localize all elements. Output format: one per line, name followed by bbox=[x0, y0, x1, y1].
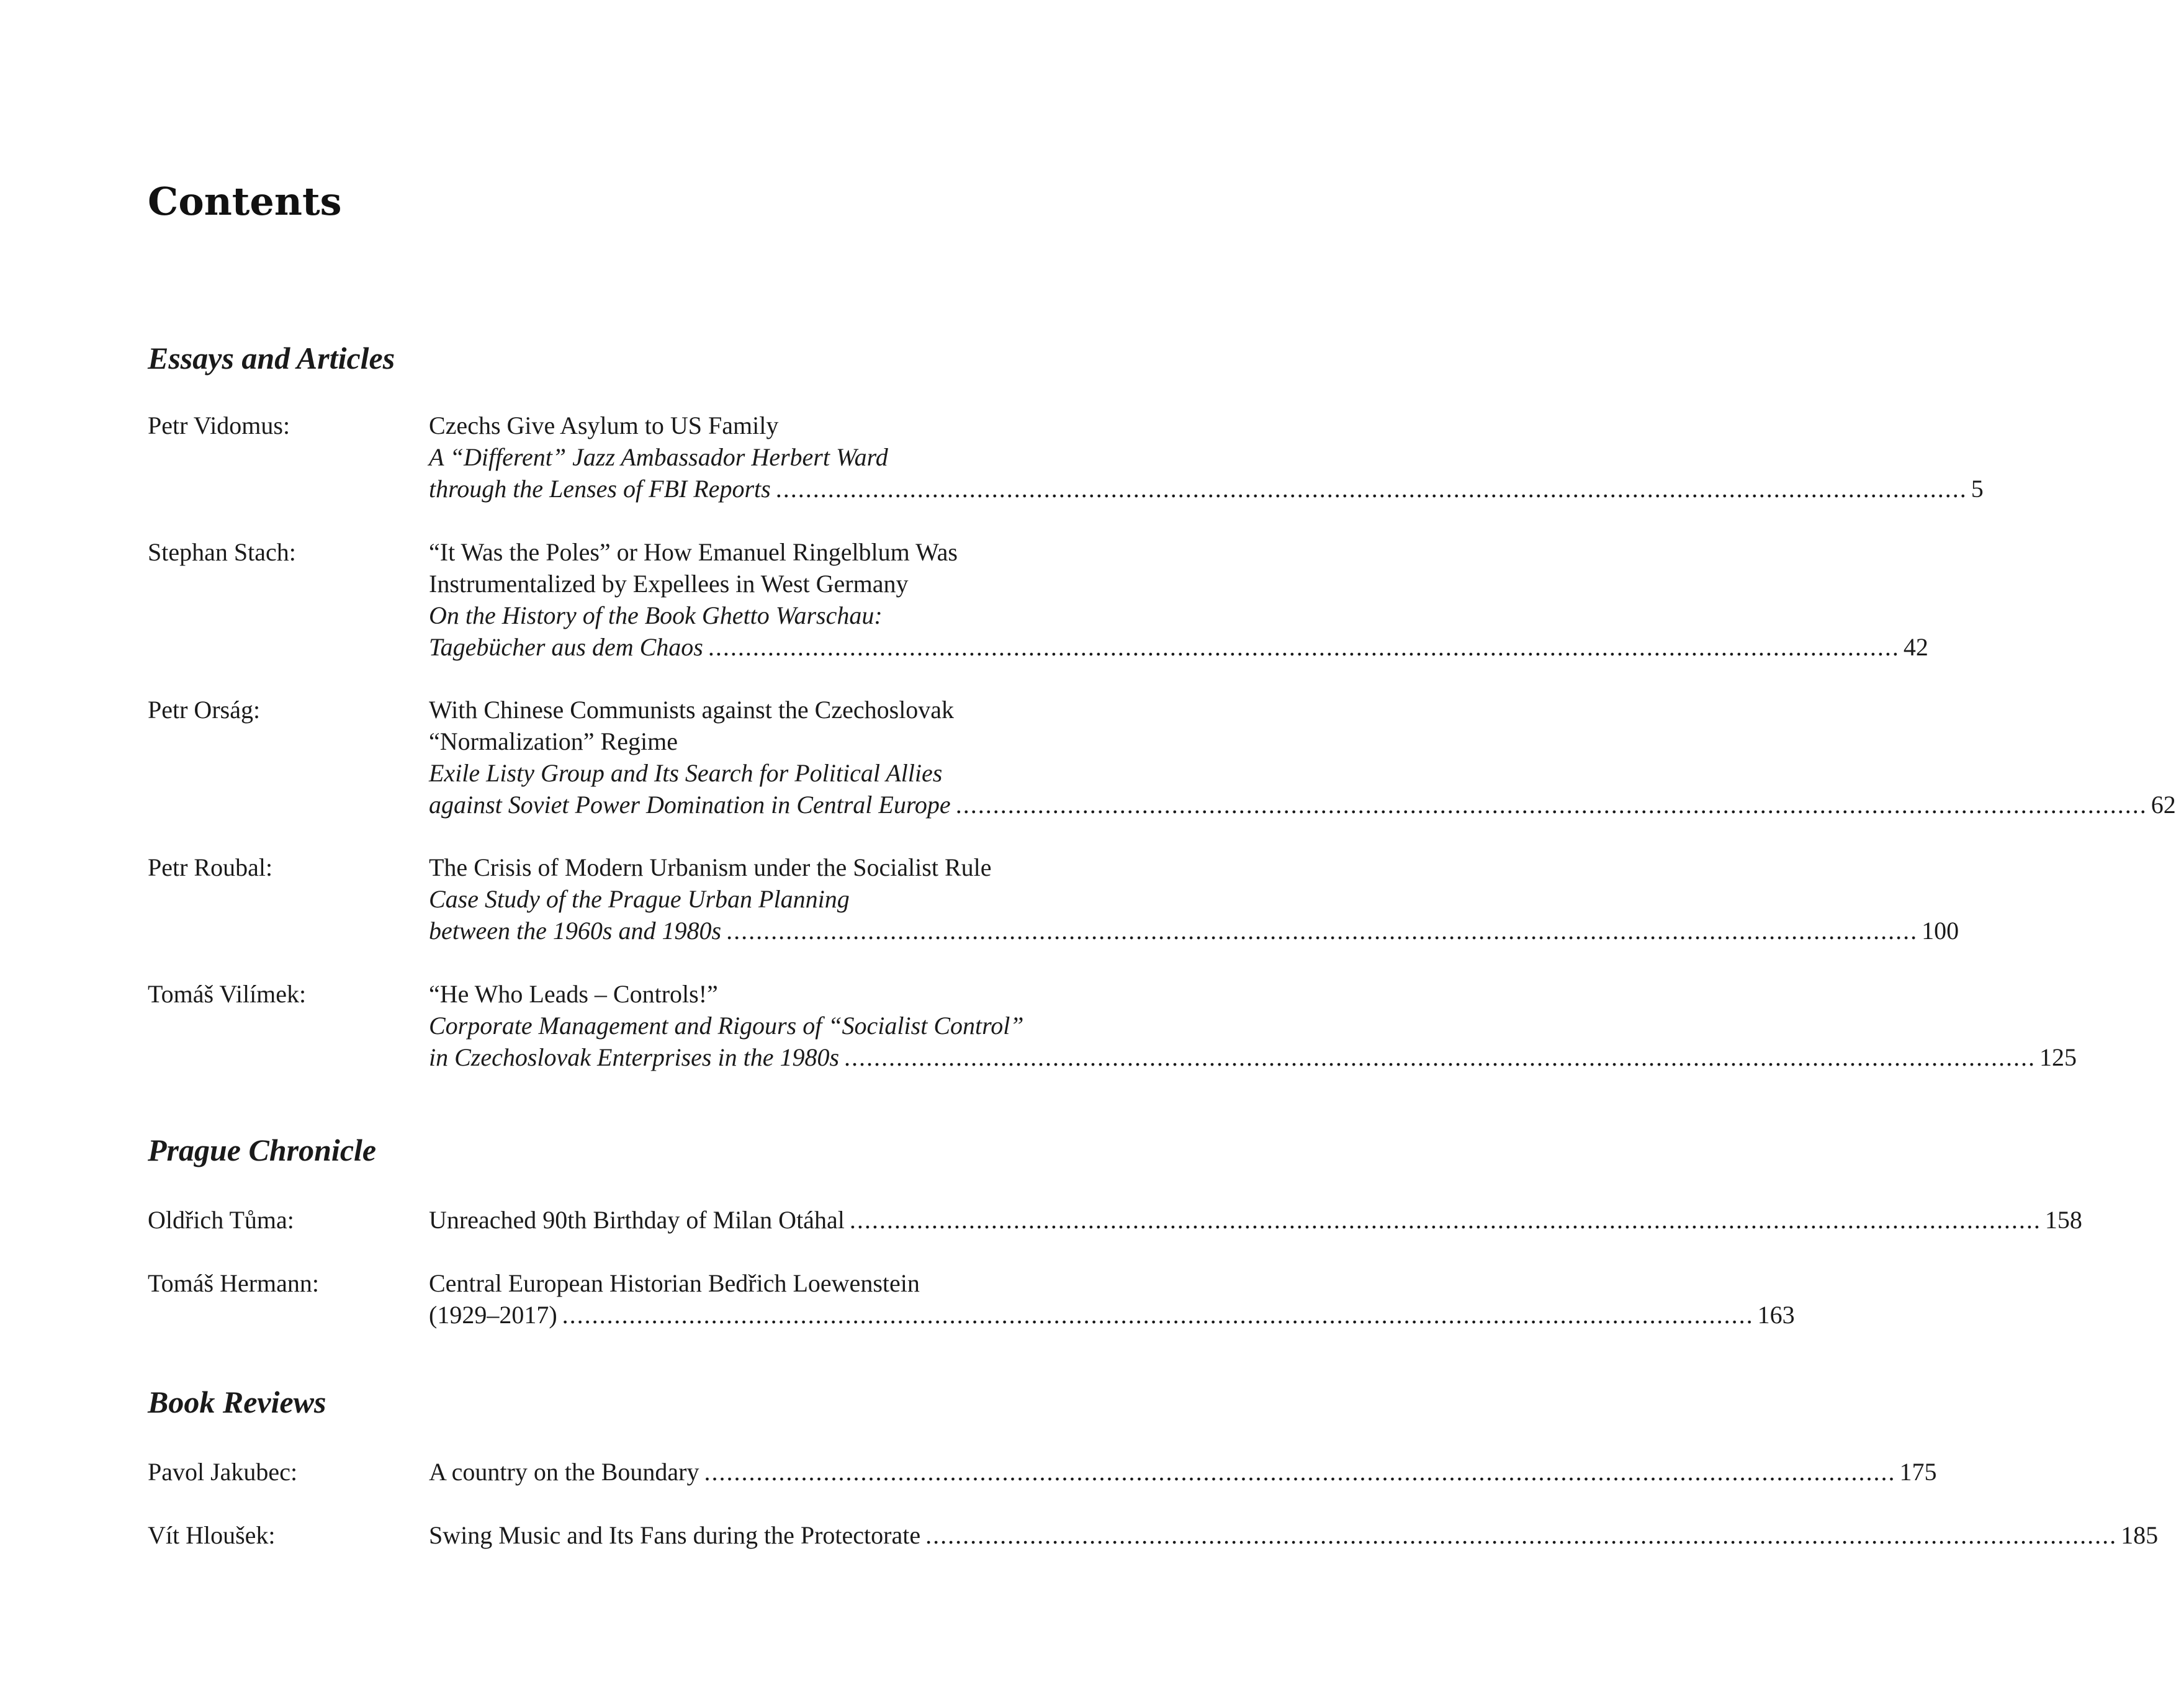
entry-author: Tomáš Hermann: bbox=[148, 1269, 320, 1297]
page-number: 158 bbox=[2044, 1206, 2082, 1234]
entry-title-line: Swing Music and Its Fans during the Protectorate bbox=[429, 1521, 921, 1549]
dot-leader: ................................................................................................................................................................ bbox=[955, 791, 2147, 819]
entry-title-block bbox=[429, 1456, 1937, 1488]
entry-title-line: With Chinese Communists against the Czechoslovak bbox=[429, 696, 955, 724]
page-title: Contents bbox=[148, 179, 342, 224]
entry-title-block bbox=[429, 978, 2077, 1073]
entry-author: Petr Vidomus: bbox=[148, 411, 290, 439]
section-title: Essays and Articles bbox=[148, 341, 395, 375]
entry-author: Petr Roubal: bbox=[148, 853, 273, 881]
entry-title-line: A “Different” Jazz Ambassador Herbert Ward bbox=[429, 443, 888, 471]
page-number: 185 bbox=[2121, 1521, 2159, 1549]
dot-leader: ................................................................................................................................................................ bbox=[849, 1206, 2041, 1234]
entry-title-block bbox=[429, 694, 2176, 820]
entry-title-line: Tagebücher aus dem Chaos bbox=[429, 633, 703, 661]
entry-title-line: against Soviet Power Domination in Central Europe bbox=[429, 791, 951, 819]
entry-author: Oldřich Tůma: bbox=[148, 1206, 294, 1234]
entry-title-block bbox=[429, 1519, 2159, 1551]
entry-title-line: Central European Historian Bedřich Loewenstein bbox=[429, 1269, 920, 1297]
entry-title-line: Corporate Management and Rigours of “Socialist Control” bbox=[429, 1012, 1024, 1040]
entry-title-line: On the History of the Book Ghetto Warschau: bbox=[429, 601, 883, 629]
entry-title-block bbox=[429, 1204, 2082, 1236]
dot-leader: ................................................................................................................................................................ bbox=[844, 1043, 2036, 1071]
dot-leader: ................................................................................................................................................................ bbox=[708, 633, 1900, 661]
entry-title-line: The Crisis of Modern Urbanism under the Socialist Rule bbox=[429, 853, 992, 881]
entry-title-last-line bbox=[429, 789, 2176, 820]
entry-title-line: in Czechoslovak Enterprises in the 1980s bbox=[429, 1043, 840, 1071]
page-number: 62 bbox=[2151, 791, 2176, 819]
section-title: Book Reviews bbox=[148, 1385, 326, 1419]
entry-title-line: Instrumentalized by Expellees in West Germany bbox=[429, 570, 909, 598]
entry-title-last-line bbox=[429, 473, 1984, 505]
entry-title-block bbox=[429, 410, 1984, 505]
entry-title-line: Czechs Give Asylum to US Family bbox=[429, 411, 779, 439]
entry-author: Stephan Stach: bbox=[148, 538, 296, 566]
entry-author: Pavol Jakubec: bbox=[148, 1458, 298, 1486]
dot-leader: ................................................................................................................................................................ bbox=[704, 1458, 1896, 1486]
section-title: Prague Chronicle bbox=[148, 1133, 377, 1167]
entry-title-line: “It Was the Poles” or How Emanuel Ringelblum Was bbox=[429, 538, 958, 566]
entry-title-last-line bbox=[429, 1041, 2077, 1073]
entry-title-line: between the 1960s and 1980s bbox=[429, 917, 722, 945]
entry-title-last-line bbox=[429, 1299, 1795, 1331]
entry-author: Vít Hloušek: bbox=[148, 1521, 276, 1549]
entry-title-last-line bbox=[429, 1204, 2082, 1236]
page-number: 100 bbox=[1922, 917, 1959, 945]
entry-title-line: through the Lenses of FBI Reports bbox=[429, 475, 771, 503]
entry-title-last-line bbox=[429, 1456, 1937, 1488]
entry-title-line: “Normalization” Regime bbox=[429, 727, 678, 755]
entry-title-last-line bbox=[429, 631, 1928, 663]
entry-title-line: “He Who Leads – Controls!” bbox=[429, 980, 718, 1008]
dot-leader: ................................................................................................................................................................ bbox=[775, 475, 1967, 503]
entry-title-block bbox=[429, 852, 1959, 946]
entry-title-line: (1929–2017) bbox=[429, 1301, 557, 1329]
entry-title-line: Case Study of the Prague Urban Planning bbox=[429, 885, 850, 913]
page-number: 163 bbox=[1757, 1301, 1795, 1329]
entry-title-block bbox=[429, 1267, 1795, 1331]
entry-author: Petr Orság: bbox=[148, 696, 261, 724]
entry-title-line: Unreached 90th Birthday of Milan Otáhal bbox=[429, 1206, 845, 1234]
entry-title-line: Exile Listy Group and Its Search for Political Allies bbox=[429, 759, 943, 787]
entry-title-block bbox=[429, 536, 1928, 663]
page-number: 125 bbox=[2039, 1043, 2077, 1071]
page-number: 5 bbox=[1971, 475, 1984, 503]
page-number: 175 bbox=[1899, 1458, 1937, 1486]
dot-leader: ................................................................................................................................................................ bbox=[726, 917, 1918, 945]
dot-leader: ................................................................................................................................................................ bbox=[925, 1521, 2118, 1549]
entry-title-last-line bbox=[429, 915, 1959, 946]
dot-leader: ................................................................................................................................................................ bbox=[562, 1301, 1754, 1329]
entry-title-last-line bbox=[429, 1519, 2159, 1551]
entry-author: Tomáš Vilímek: bbox=[148, 980, 307, 1008]
entry-title-line: A country on the Boundary bbox=[429, 1458, 699, 1486]
page-number: 42 bbox=[1903, 633, 1928, 661]
